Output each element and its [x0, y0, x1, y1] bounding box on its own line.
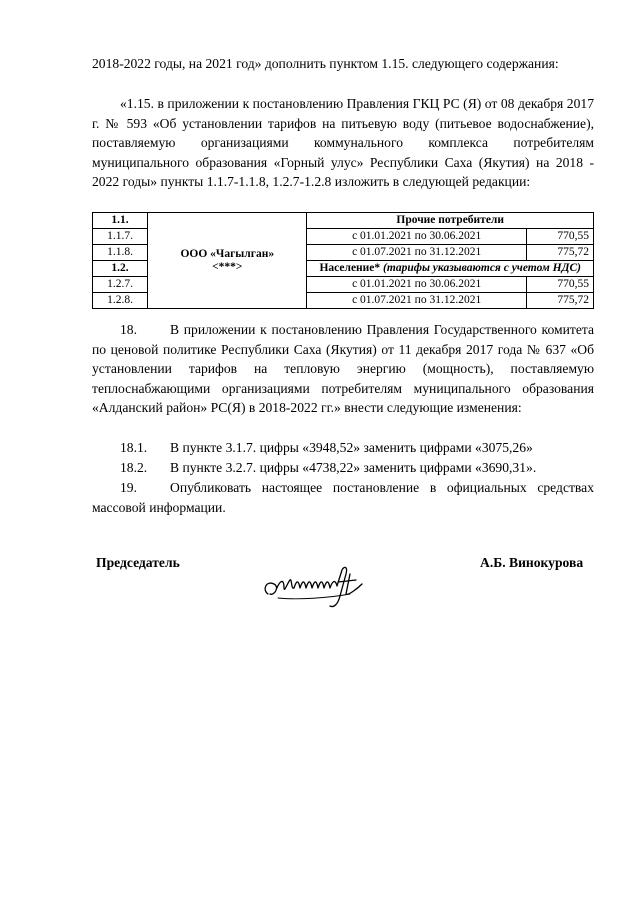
organization-note: <***>	[212, 260, 243, 273]
paragraph-text: В приложении к постановлению Правления Государственного комитета по ценовой политике Республики Саха (Якутия) от 11 декабря 2017 года № 637 «Об установлении тарифов на тепловую энергию (мощность), поставляемую теплоснабжающими организациями потребителям муниципального образования «Алданский район» РС(Я) в 2018-2022 гг.» внести следующие изменения:	[92, 322, 594, 416]
organization-cell	[148, 213, 307, 309]
group-header: Прочие потребители	[307, 213, 594, 229]
row-number: 1.2.7.	[93, 277, 148, 293]
signatory-title: Председатель	[96, 555, 180, 570]
tariff-value: 770,55	[526, 277, 593, 293]
table-row	[93, 213, 594, 229]
period-cell: с 01.01.2021 по 30.06.2021	[307, 229, 526, 245]
tariff-value: 775,72	[526, 245, 593, 261]
group-header	[307, 261, 594, 277]
row-number: 1.2.8.	[93, 293, 148, 309]
paragraph-text: Опубликовать настоящее постановление в официальных средствах массовой информации.	[92, 480, 594, 515]
paragraph-1-15: «1.15. в приложении к постановлению Правления ГКЦ РС (Я) от 08 декабря 2017 г. № 593 «Об установлении тарифов на питьевую воду (питьевое водоснабжение), поставляемую организациями коммунального комплекса потребителям муниципального образования «Горный улус» Республики Саха (Якутия) на 2018 - 2022 годы» пункты 1.1.7-1.1.8, 1.2.7-1.2.8 изложить в следующей редакции:	[92, 96, 594, 190]
row-number: 1.1.	[93, 213, 148, 229]
paragraph-text: В пункте 3.1.7. цифры «3948,52» заменить цифрами «3075,26»	[170, 440, 533, 455]
organization-name: ООО «Чагылган»	[180, 247, 275, 260]
paragraph-18-1	[92, 438, 594, 458]
group-note: (тарифы указываются с учетом НДС)	[383, 262, 581, 274]
paragraph-number: 18.2.	[120, 460, 148, 475]
tariff-value: 775,72	[526, 293, 593, 309]
period-cell: с 01.07.2021 по 31.12.2021	[307, 293, 526, 309]
row-number: 1.1.7.	[93, 229, 148, 245]
paragraph-text: В пункте 3.2.7. цифры «4738,22» заменить цифрами «3690,31».	[170, 460, 537, 475]
row-number: 1.1.8.	[93, 245, 148, 261]
handwritten-signature	[258, 560, 378, 612]
paragraph-19	[92, 478, 594, 517]
paragraph-number: 18.1.	[120, 440, 148, 455]
group-title: Население*	[319, 262, 381, 274]
row-number: 1.2.	[93, 261, 148, 277]
signatory-name: А.Б. Винокурова	[480, 555, 584, 570]
tariff-table	[92, 212, 594, 309]
paragraph-18-2	[92, 458, 594, 478]
paragraph-number: 19.	[120, 480, 137, 495]
period-cell: с 01.07.2021 по 31.12.2021	[307, 245, 526, 261]
period-cell: с 01.01.2021 по 30.06.2021	[307, 277, 526, 293]
paragraph-number: 18.	[120, 322, 137, 337]
paragraph-18	[92, 320, 594, 418]
tariff-value: 770,55	[526, 229, 593, 245]
paragraph-intro: 2018-2022 годы, на 2021 год» дополнить пунктом 1.15. следующего содержания:	[92, 56, 559, 71]
